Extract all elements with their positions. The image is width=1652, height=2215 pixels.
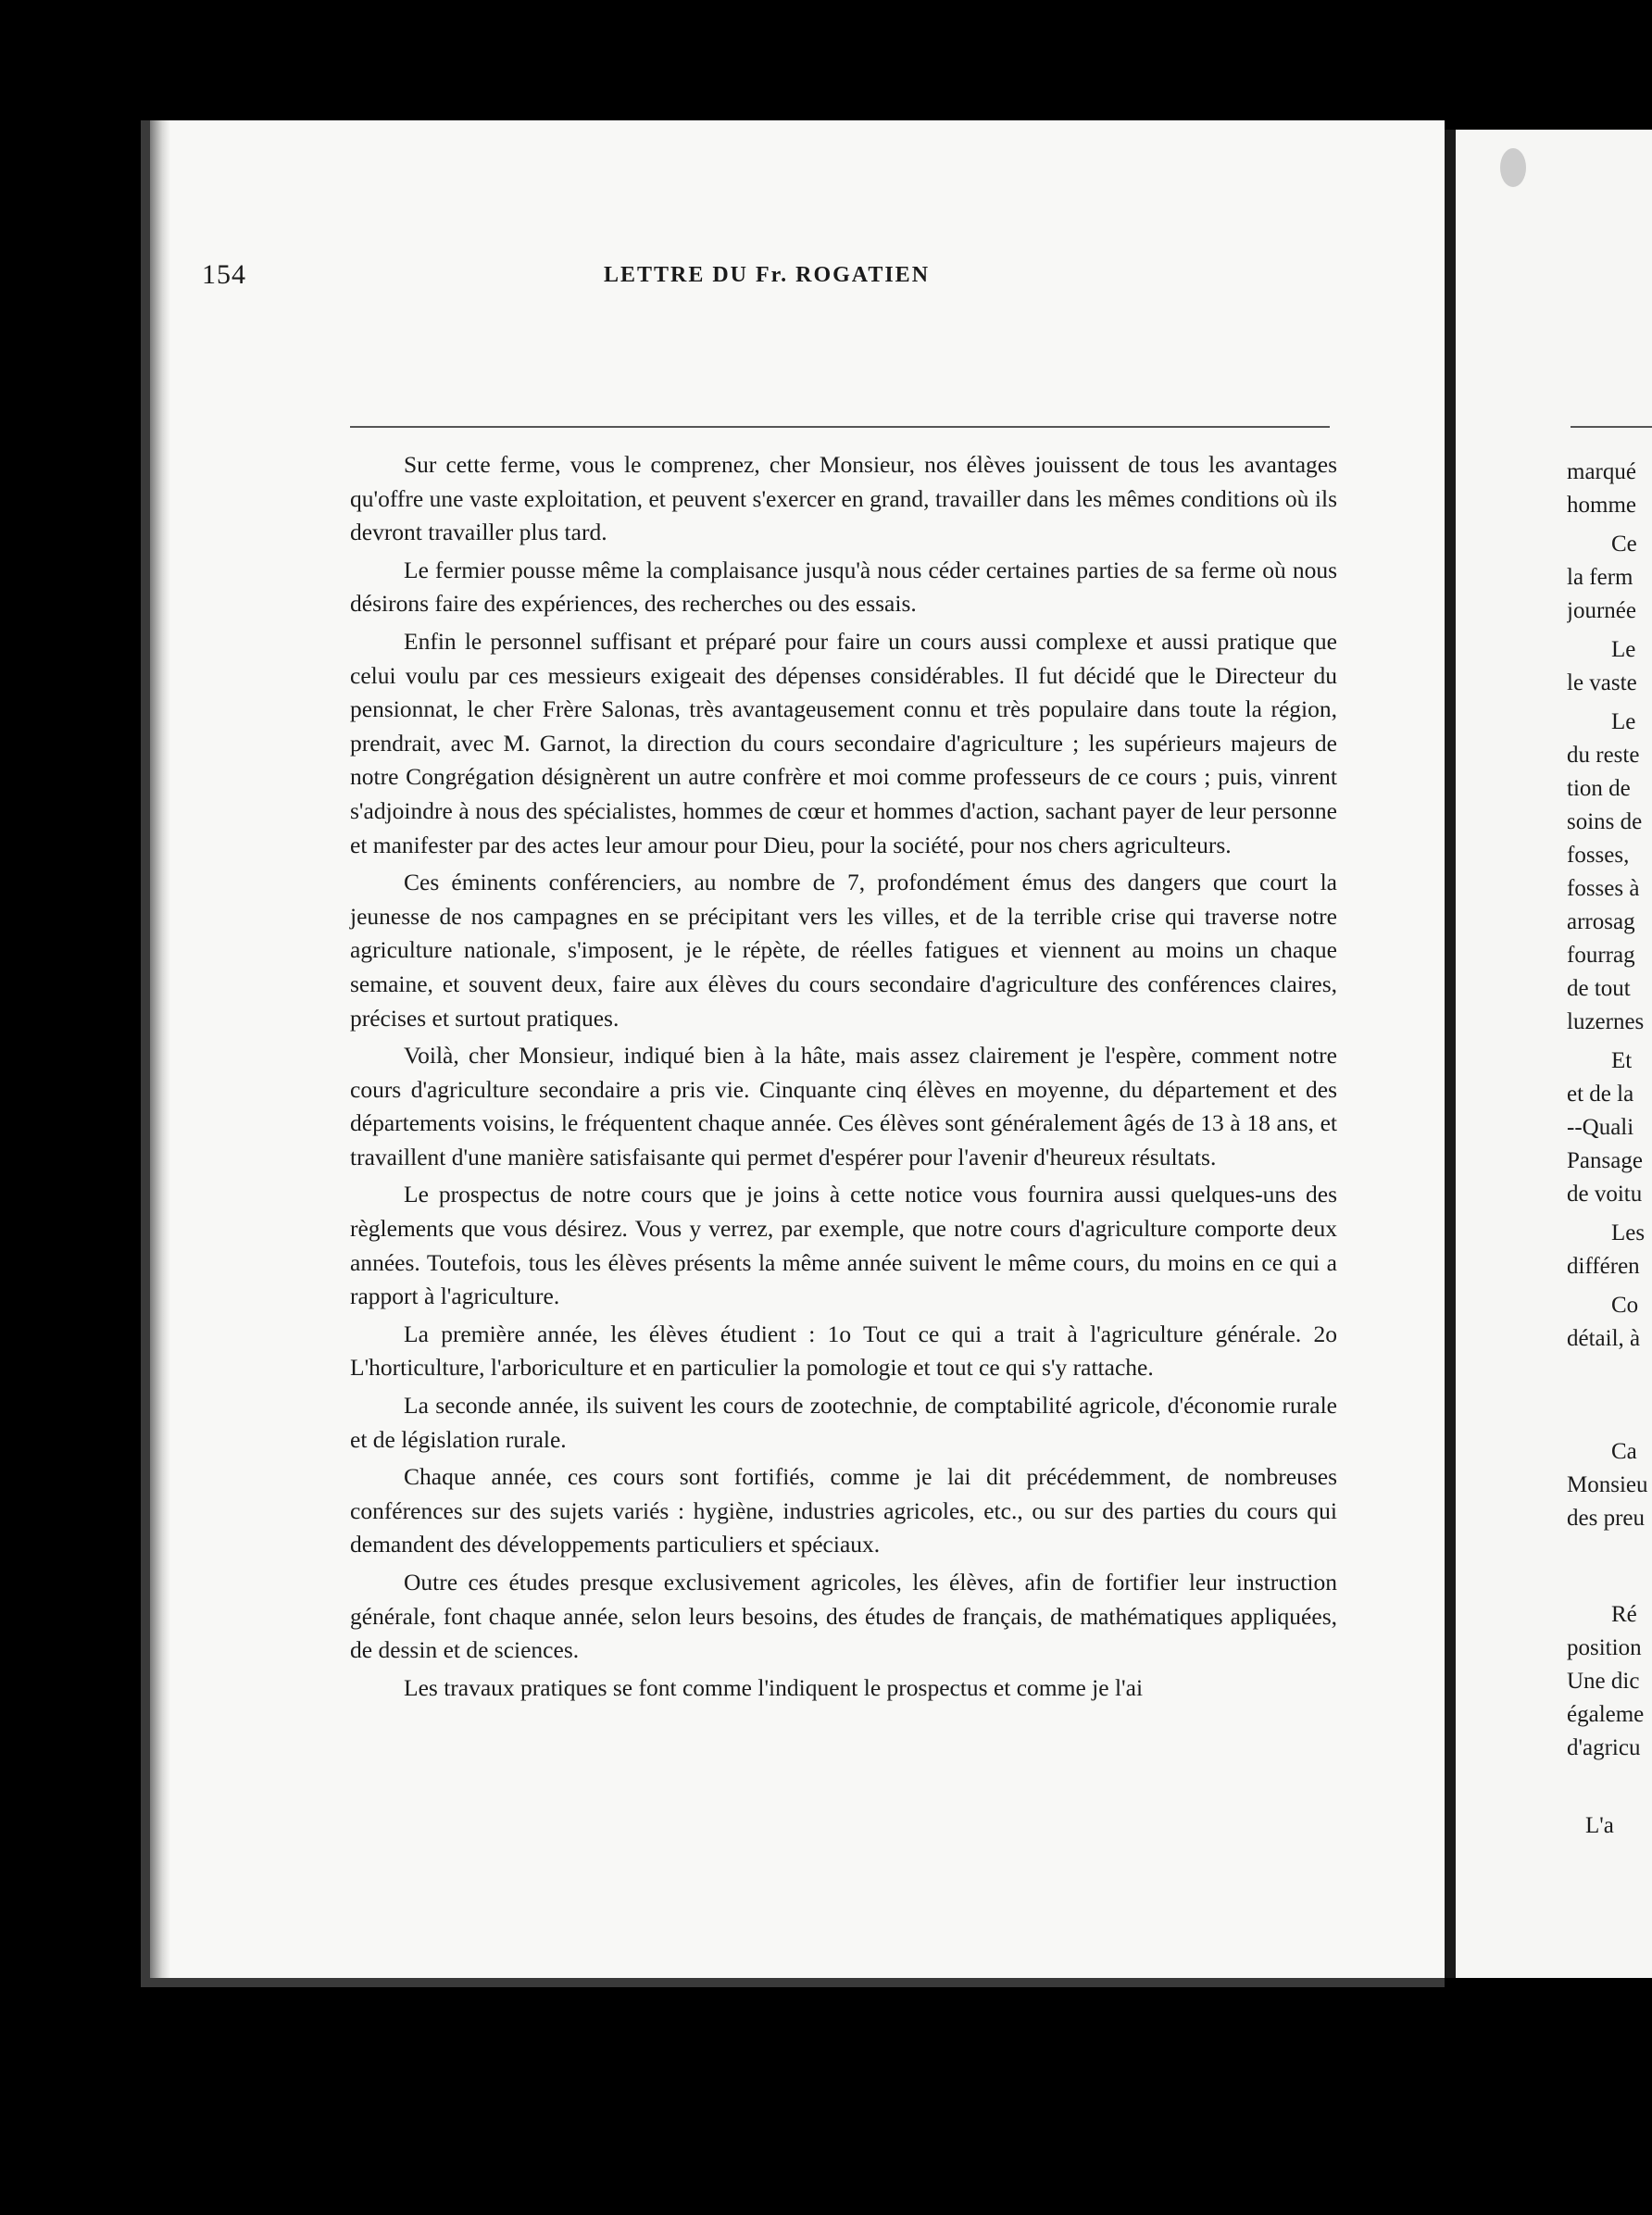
paragraph: Les travaux pratiques se font comme l'indiquent le prospectus et comme je l'ai [404,1673,1144,1701]
adjacent-page-fragment: différen [1567,1254,1640,1279]
page-gutter-shadow [150,120,170,1978]
adjacent-page-fragment: Et [1611,1048,1633,1073]
adjacent-page-fragment: marqué [1567,459,1636,484]
adjacent-page-fragment: de voitu [1567,1182,1643,1207]
paragraph: Ces éminents conférenciers, au nombre de 7, profondément émus des dangers que court la jeunesse de nos campagnes en se précipitant vers les villes, et de la terrible crise qui traverse notre agriculture nationale, s'imposent, je le répète, de réelles fatigues et viennent au moins un chaque semaine, et souvent deux, faire aux élèves du cours secondaire d'agriculture des conférences claires, précises et surtout pratiques. [350,869,1337,1032]
adjacent-page-fragment: Ce [1611,532,1637,557]
paragraph: Le prospectus de notre cours que je joins à cette notice vous fournira aussi quelques-uns des règlements que vous désirez. Vous y verrez, par exemple, que notre cours d'agriculture comporte deux années. Toutefois, tous les élèves présents la même année suivent le même cours, du moins en ce qui a rapport à l'agriculture. [350,1181,1337,1310]
paragraph: Sur cette ferme, vous le comprenez, cher Monsieur, nos élèves jouissent de tous les avantages qu'offre une vaste exploitation, et peuvent s'exercer en grand, travailler dans les mêmes conditions où ils devront travailler plus tard. [350,451,1337,546]
page-number: 154 [202,259,246,290]
adjacent-page-fragment: Ré [1611,1602,1637,1627]
paragraph: Enfin le personnel suffisant et préparé pour faire un cours aussi complexe et aussi pratique que celui voulu par ces messieurs exigeait des dépenses considérables. Il fut décidé que le Directeur du pensionnat, le cher Frère Salonas, très avantageusement connu et très populaire dans toute la région, prendrait, avec M. Garnot, la direction du cours secondaire d'agriculture ; les supérieurs majeurs de notre Congrégation désignèrent un autre confrère et moi comme professeurs de ce cours ; puis, vinrent s'adjoindre à nous des spécialistes, hommes de cœur et hommes d'action, sachant payer de leur personne et manifester par des actes leur amour pour Dieu, pour la société, pour nos chers agriculteurs. [350,627,1337,858]
adjacent-page-fragment: Ca [1611,1439,1637,1464]
adjacent-page-fragment: position [1567,1635,1642,1660]
header-rule [350,426,1330,428]
adjacent-page-fragment: de tout [1567,976,1631,1001]
adjacent-page-fragment: du reste [1567,743,1640,768]
adjacent-page-fragment: fosses à [1567,876,1640,901]
adjacent-page-fragment: le vaste [1567,670,1637,695]
paragraph: Le fermier pousse même la complaisance jusqu'à nous céder certaines parties de sa ferme où nous désirons faire des expériences, des recherches ou des essais. [350,556,1337,618]
adjacent-page-fragment: L'a [1585,1813,1614,1838]
paragraph: Chaque année, ces cours sont fortifiés, comme je lai dit précédemment, de nombreuses conférences sur des sujets variés : hygiène, industries agricoles, etc., ou sur des parties du cours qui demandent des développements particuliers et spéciaux. [350,1463,1337,1558]
adjacent-page-fragment: arrosag [1567,909,1635,934]
adjacent-page-fragment: égaleme [1567,1702,1645,1727]
paragraph: La première année, les élèves étudient : 1o Tout ce qui a trait à l'agriculture générale. 2o L'horticulture, l'arboriculture et en particulier la pomologie et tout ce qui s'y rattache. [350,1320,1337,1382]
adjacent-page-fragment: journée [1567,598,1636,623]
adjacent-page-fragment: des preu [1567,1506,1645,1531]
adjacent-page-fragment: soins de [1567,809,1643,834]
running-head [202,259,1332,300]
adjacent-page-fragment: luzernes [1567,1009,1645,1034]
paragraph: Outre ces études presque exclusivement agricoles, les élèves, afin de fortifier leur instruction générale, font chaque année, selon leurs besoins, des études de français, de mathématiques appliquées, de dessin et de sciences. [350,1569,1337,1664]
adjacent-page-fragment: Le [1611,637,1636,662]
adjacent-page-fragment: Une dic [1567,1669,1640,1694]
paragraph: La seconde année, ils suivent les cours de zootechnie, de comptabilité agricole, d'économie rurale et de législation rurale. [350,1392,1337,1453]
adjacent-page-fragment: détail, à [1567,1326,1641,1351]
adjacent-page-fragment: fosses, [1567,843,1630,868]
adjacent-page-fragment: Les [1611,1220,1646,1245]
adjacent-page-fragment: la ferm [1567,565,1633,590]
adjacent-header-rule [1571,426,1652,428]
adjacent-page-fragment: fourrag [1567,943,1635,968]
adjacent-page-fragment: tion de [1567,776,1631,801]
scan-blemish [1500,148,1526,187]
adjacent-page-fragment: Co [1611,1293,1639,1318]
adjacent-page-fragment: homme [1567,493,1636,518]
adjacent-page-fragment: Le [1611,709,1636,734]
paragraph: Voilà, cher Monsieur, indiqué bien à la hâte, mais assez clairement je l'espère, comment notre cours d'agriculture secondaire a pris vie. Cinquante cinq élèves en moyenne, du département et des départements voisins, le fréquentent chaque année. Ces élèves sont généralement âgés de 13 à 18 ans, et travaillent d'une manière satisfaisante qui permet d'espérer pour l'avenir d'heureux résultats. [350,1042,1337,1170]
running-title: LETTRE DU Fr. ROGATIEN [603,263,931,287]
adjacent-page-fragment: Monsieu [1567,1472,1648,1497]
adjacent-page-fragment: Pansage [1567,1148,1643,1173]
adjacent-page-fragment: et de la [1567,1082,1634,1107]
adjacent-page-fragment: d'agricu [1567,1735,1641,1760]
adjacent-page-fragment: --Quali [1567,1115,1634,1140]
body-text [350,448,1337,1708]
